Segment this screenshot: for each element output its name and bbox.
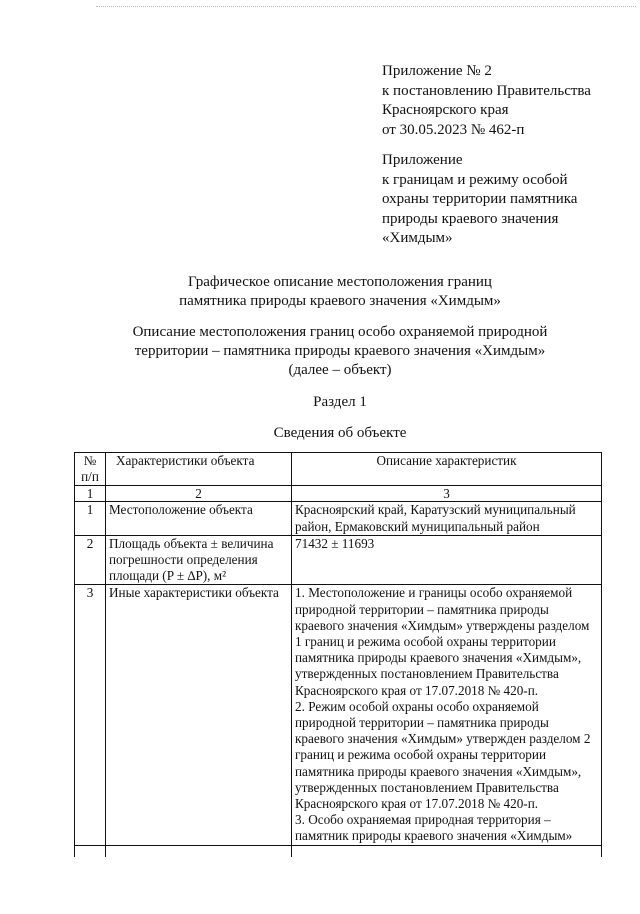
column-number-cell: 2 [106, 486, 292, 502]
column-number-cell: 1 [75, 486, 106, 502]
document-title [60, 273, 620, 311]
row-num-cell: 3 [75, 585, 106, 845]
table-row [75, 585, 602, 845]
description-paragraph: 1. Местоположение и границы особо охраняемой природной территории – памятника природы краевого значения «Химдым» утверждены разделом 1 границ и режима особой охраны территории памятника природы краевого значения «Химдым», утвержденных постановлением Правительства Красноярского края от 17.07.2018 № 420-п. [295, 585, 590, 698]
subtitle-line: (далее – объект) [288, 362, 392, 378]
appendix-main-line: от 30.05.2023 № 462-п [382, 121, 525, 138]
appendix-main-line: к постановлению Правительства [382, 82, 591, 99]
description-paragraph: 3. Особо охраняемая природная территория – памятник природы краевого значения «Химдым» [295, 812, 573, 844]
header-characteristics-cell: Характеристики объекта [106, 453, 292, 486]
appendix-main-line: Красноярского края [382, 102, 509, 118]
row-num-cell: 1 [75, 502, 106, 535]
continuation-cell [106, 845, 292, 857]
row-name-cell: Площадь объекта ± величина погрешности определения площади (P ± ∆P), м² [106, 535, 292, 585]
section-title: Сведения об объекте [273, 425, 407, 441]
document-subtitle [60, 323, 620, 380]
row-value-cell: Красноярский край, Каратузский муниципальный район, Ермаковский муниципальный район [292, 502, 602, 535]
continuation-cell [292, 845, 602, 857]
header-num-line: № [83, 453, 97, 468]
table-continuation-row [75, 845, 602, 857]
section-heading: Раздел 1 [313, 394, 367, 410]
row-value-cell [292, 585, 602, 845]
appendix-sub-line: Приложение [382, 152, 463, 168]
subtitle-line: Описание местоположения границ особо охраняемой природной [132, 324, 548, 340]
row-name-cell: Иные характеристики объекта [106, 585, 292, 845]
appendix-sub-block [382, 151, 577, 249]
title-line: Графическое описание местоположения границ [188, 274, 492, 290]
appendix-sub-line: охраны территории памятника [382, 191, 578, 207]
appendix-sub-line: «Химдым» [382, 230, 453, 246]
row-num-cell: 2 [75, 535, 106, 585]
title-line: памятника природы краевого значения «Химдым» [179, 293, 501, 309]
row-name-cell: Местоположение объекта [106, 502, 292, 535]
appendix-main-block [382, 62, 591, 140]
header-description-cell: Описание характеристик [292, 453, 602, 486]
object-info-table [74, 452, 602, 857]
header-num-line: п/п [81, 469, 99, 485]
row-value-cell: 71432 ± 11693 [292, 535, 602, 585]
table-row [75, 502, 602, 535]
continuation-cell [75, 845, 106, 857]
appendix-sub-line: природы краевого значения [382, 210, 559, 227]
column-number-row [75, 486, 602, 502]
column-number-cell: 3 [292, 486, 602, 502]
description-paragraph: 2. Режим особой охраны особо охраняемой природной территории – памятника природы краевого значения «Химдым» утвержден разделом 2 границ и режима особой охраны территории памятника природы краевого значения «Химдым», утвержденных постановлением Правительства Красноярского края от 17.07.2018 № 420-п. [295, 698, 591, 812]
header-num-cell [75, 453, 106, 486]
appendix-sub-line: к границам и режиму особой [382, 171, 568, 188]
scan-edge-line [96, 6, 636, 7]
appendix-main-line: Приложение № 2 [382, 63, 492, 79]
table-row [75, 535, 602, 585]
table-header-row [75, 453, 602, 486]
subtitle-line: территории – памятника природы краевого значения «Химдым» [134, 343, 546, 359]
